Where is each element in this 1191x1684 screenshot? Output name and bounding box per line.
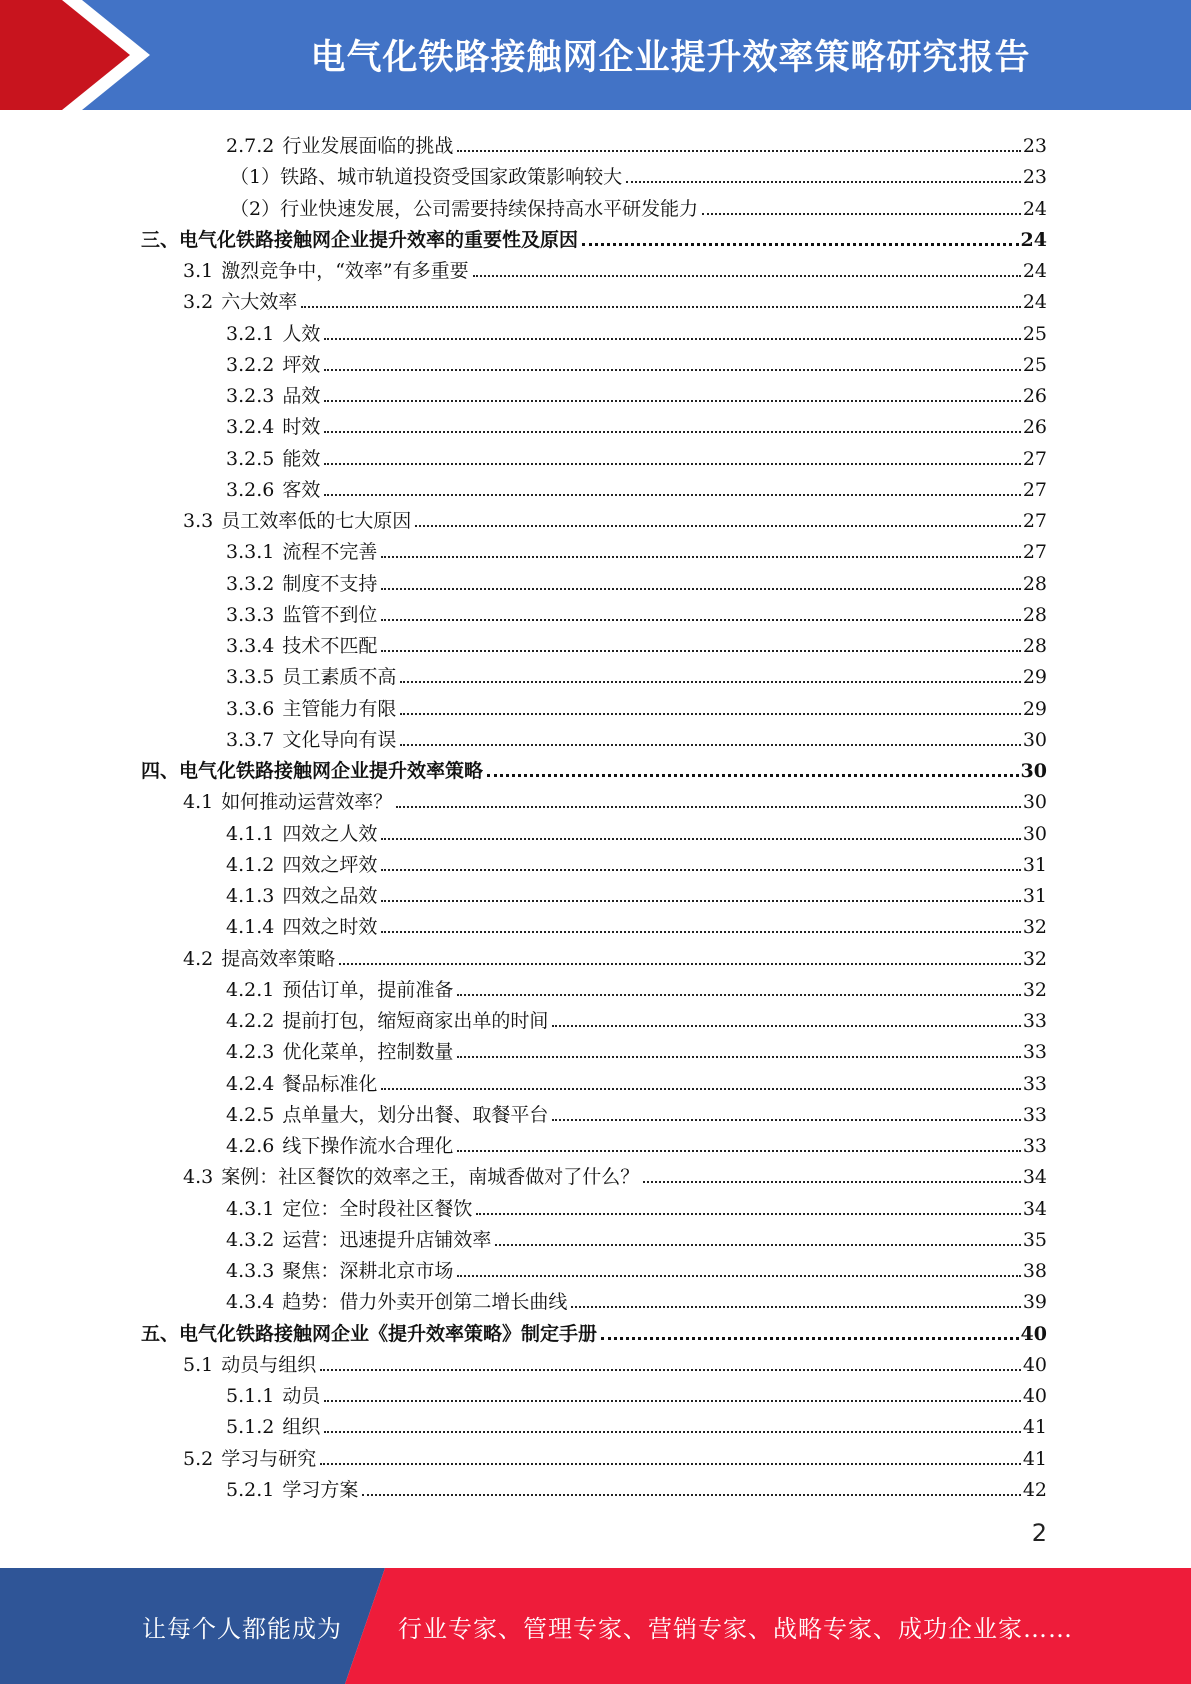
toc-entry[interactable] <box>226 1095 1047 1126</box>
toc-entry-page: 32 <box>1022 947 1047 970</box>
toc-entry-number: 3.3.7 <box>226 728 275 751</box>
toc-entry-label: 趋势：借力外卖开创第二增长曲线 <box>282 1291 568 1314</box>
toc-entry-number: 4.2.3 <box>226 1041 275 1064</box>
toc-entry-label: 学习与研究 <box>221 1447 317 1470</box>
toc-entry-number: 5.2.1 <box>226 1478 275 1501</box>
toc-entry-page: 40 <box>1020 1322 1047 1345</box>
toc-dot-leader <box>473 275 1021 277</box>
toc-entry-number: 3.2.6 <box>226 478 275 501</box>
footer-slogan-left: 让每个人都能成为 <box>142 1614 342 1643</box>
toc-entry-label: 聚焦：深耕北京市场 <box>282 1260 454 1282</box>
toc-entry-number: 3.2.3 <box>226 385 275 407</box>
toc-entry-page: 30 <box>1022 728 1047 751</box>
toc-dot-leader <box>381 556 1020 558</box>
page-header <box>0 0 1191 110</box>
toc-entry[interactable] <box>141 1314 1047 1345</box>
toc-entry-number: 4.2.4 <box>226 1072 275 1095</box>
toc-entry[interactable] <box>226 376 1047 407</box>
toc-entry[interactable] <box>226 1189 1047 1220</box>
toc-entry-page: 39 <box>1022 1291 1047 1314</box>
header-arrow-icon <box>0 0 160 110</box>
toc-entry[interactable] <box>226 532 1047 563</box>
toc-entry-label: 人效 <box>282 322 321 345</box>
toc-dot-leader <box>457 1056 1020 1058</box>
toc-entry-label: 案例：社区餐饮的效率之王，南城香做对了什么？ <box>221 1166 640 1189</box>
toc-dot-leader <box>324 338 1020 340</box>
toc-entry-label: 能效 <box>282 447 321 470</box>
toc-dot-leader <box>339 963 1021 965</box>
toc-dot-leader <box>601 1337 1019 1340</box>
toc-entry-page: 24 <box>1022 197 1047 220</box>
toc-dot-leader <box>643 1181 1021 1183</box>
toc-entry-page: 30 <box>1020 760 1047 782</box>
toc-entry-label: 时效 <box>282 416 321 439</box>
toc-dot-leader <box>324 494 1020 496</box>
toc-entry-number: 4.2.1 <box>226 978 275 1001</box>
toc-entry[interactable] <box>226 876 1047 907</box>
toc-entry[interactable] <box>226 1470 1047 1501</box>
toc-dot-leader <box>400 744 1020 746</box>
toc-entry-label: 定位：全时段社区餐饮 <box>282 1197 473 1220</box>
toc-entry-label: 客效 <box>282 478 321 501</box>
toc-entry-page: 38 <box>1022 1260 1047 1282</box>
toc-entry-number: 3.3.1 <box>226 541 275 564</box>
toc-entry-page: 26 <box>1022 416 1047 439</box>
toc-entry[interactable] <box>141 220 1047 251</box>
toc-dot-leader <box>324 1400 1020 1402</box>
toc-entry-page: 29 <box>1022 697 1047 720</box>
toc-entry-label: 学习方案 <box>282 1478 359 1501</box>
toc-entry-label: 动员与组织 <box>221 1353 317 1376</box>
toc-entry-label: 文化导向有误 <box>282 728 397 751</box>
toc-entry-label: 主管能力有限 <box>282 697 397 720</box>
toc-dot-leader <box>381 1088 1020 1090</box>
toc-entry[interactable] <box>226 1126 1047 1157</box>
toc-entry-page: 26 <box>1022 385 1047 407</box>
toc-entry[interactable] <box>226 814 1047 845</box>
toc-entry-label: 线下操作流水合理化 <box>282 1135 454 1157</box>
toc-dot-leader <box>702 213 1021 215</box>
toc-entry-page: 28 <box>1022 572 1047 595</box>
toc-entry-label: 四效之品效 <box>282 885 378 907</box>
toc-entry-label: 餐品标准化 <box>282 1072 378 1095</box>
toc-entry-page: 27 <box>1022 510 1047 532</box>
toc-entry-page: 33 <box>1022 1072 1047 1095</box>
toc-entry-label: 员工素质不高 <box>282 666 397 689</box>
toc-entry-page: 24 <box>1022 260 1047 282</box>
toc-dot-leader <box>495 1244 1020 1246</box>
toc-entry[interactable] <box>183 251 1047 282</box>
toc-entry-page: 23 <box>1022 135 1047 157</box>
toc-entry[interactable] <box>183 501 1047 532</box>
toc-dot-leader <box>381 650 1020 652</box>
toc-entry[interactable] <box>226 720 1047 751</box>
toc-entry[interactable] <box>226 470 1047 501</box>
toc-entry[interactable] <box>226 1282 1047 1313</box>
toc-entry-page: 25 <box>1022 353 1047 376</box>
toc-entry-number: 4.2 <box>183 947 214 970</box>
arrow-red-shape <box>0 0 130 110</box>
toc-entry-number: 4.2.6 <box>226 1135 275 1157</box>
toc-entry-number: 4.3.2 <box>226 1228 275 1251</box>
toc-entry-page: 30 <box>1022 822 1047 845</box>
toc-entry-page: 27 <box>1022 447 1047 470</box>
toc-entry-number: 4.1 <box>183 791 214 814</box>
toc-dot-leader <box>415 525 1021 527</box>
toc-entry-number: 3.2.2 <box>226 353 275 376</box>
toc-entry-label: 三、电气化铁路接触网企业提升效率的重要性及原因 <box>141 228 579 251</box>
toc-dot-leader <box>381 931 1020 933</box>
toc-dot-leader <box>582 243 1019 246</box>
toc-entry-number: 3.2.4 <box>226 416 275 439</box>
toc-dot-leader <box>381 838 1020 840</box>
toc-entry[interactable] <box>226 1376 1047 1407</box>
toc-entry-label: （2）行业快速发展，公司需要持续保持高水平研发能力 <box>230 197 699 220</box>
toc-dot-leader <box>457 1275 1020 1277</box>
toc-entry[interactable] <box>183 782 1047 813</box>
toc-entry[interactable] <box>226 1032 1047 1063</box>
toc-entry-number: 3.3.3 <box>226 603 275 626</box>
toc-entry[interactable] <box>226 126 1047 157</box>
toc-entry[interactable] <box>183 1439 1047 1470</box>
toc-entry[interactable] <box>141 751 1047 782</box>
toc-entry-label: 动员 <box>282 1385 321 1407</box>
toc-dot-leader <box>476 1213 1020 1215</box>
footer-slogan-right: 行业专家、管理专家、营销专家、战略专家、成功企业家…… <box>398 1614 1073 1643</box>
toc-entry-number: 3.3.2 <box>226 572 275 595</box>
toc-entry-number: 5.2 <box>183 1447 214 1470</box>
toc-entry-number: 3.2 <box>183 291 214 314</box>
toc-dot-leader <box>324 400 1020 402</box>
toc-entry[interactable] <box>226 1064 1047 1095</box>
toc-entry-page: 41 <box>1022 1447 1047 1470</box>
toc-entry-page: 35 <box>1022 1228 1047 1251</box>
toc-entry-number: 4.3 <box>183 1166 214 1189</box>
toc-entry-page: 27 <box>1022 478 1047 501</box>
toc-entry-page: 25 <box>1022 322 1047 345</box>
toc-entry-label: 五、电气化铁路接触网企业《提升效率策略》制定手册 <box>141 1322 598 1345</box>
toc-entry-number: 3.3.6 <box>226 697 275 720</box>
toc-dot-leader <box>396 806 1021 808</box>
toc-entry[interactable] <box>226 407 1047 438</box>
toc-entry-label: 行业发展面临的挑战 <box>282 135 454 157</box>
toc-entry-page: 41 <box>1022 1416 1047 1439</box>
toc-entry-page: 24 <box>1022 291 1047 314</box>
toc-dot-leader <box>400 713 1020 715</box>
toc-dot-leader <box>362 1494 1020 1496</box>
toc-entry-label: 预估订单，提前准备 <box>282 978 454 1001</box>
toc-entry-page: 33 <box>1022 1135 1047 1157</box>
toc-entry-number: 4.2.5 <box>226 1103 275 1126</box>
toc-entry[interactable] <box>226 1251 1047 1282</box>
toc-entry-label: 激烈竞争中，“效率”有多重要 <box>221 260 469 282</box>
page-number: 2 <box>1031 1519 1047 1547</box>
toc-dot-leader <box>320 1463 1021 1465</box>
toc-dot-leader <box>324 431 1020 433</box>
toc-entry-label: 组织 <box>282 1416 321 1439</box>
toc-entry-label: 四效之人效 <box>282 822 378 845</box>
toc-entry-page: 24 <box>1020 228 1047 251</box>
toc-entry-page: 40 <box>1022 1385 1047 1407</box>
toc-dot-leader <box>320 1369 1021 1371</box>
toc-entry-label: 技术不匹配 <box>282 635 378 657</box>
toc-dot-leader <box>457 994 1020 996</box>
toc-entry-label: 四效之时效 <box>282 916 378 939</box>
toc-entry[interactable] <box>226 345 1047 376</box>
toc-entry-number: 3.2.1 <box>226 322 275 345</box>
toc-entry-number: 5.1 <box>183 1353 214 1376</box>
toc-dot-leader <box>381 869 1020 871</box>
toc-entry-page: 34 <box>1022 1197 1047 1220</box>
toc-entry-number: 4.2.2 <box>226 1010 275 1032</box>
toc-entry-label: 提高效率策略 <box>221 947 336 970</box>
toc-dot-leader <box>400 681 1020 683</box>
toc-dot-leader <box>457 1150 1020 1152</box>
toc-dot-leader <box>324 1431 1020 1433</box>
toc-entry-number: 4.1.1 <box>226 822 275 845</box>
toc-entry-number: 4.1.2 <box>226 853 275 876</box>
toc-entry-number: 4.3.3 <box>226 1260 275 1282</box>
toc-dot-leader <box>626 181 1021 183</box>
toc-entry[interactable] <box>226 845 1047 876</box>
toc-entry-page: 40 <box>1022 1353 1047 1376</box>
toc-entry[interactable] <box>226 657 1047 688</box>
toc-entry[interactable] <box>226 1220 1047 1251</box>
toc-entry-label: 点单量大，划分出餐、取餐平台 <box>282 1103 549 1126</box>
toc-entry-page: 33 <box>1022 1010 1047 1032</box>
toc-entry-label: 运营：迅速提升店铺效率 <box>282 1228 492 1251</box>
toc-entry-label: 监管不到位 <box>282 603 378 626</box>
toc-entry-label: 品效 <box>282 385 321 407</box>
toc-entry-page: 42 <box>1022 1478 1047 1501</box>
toc-entry[interactable] <box>230 157 1047 188</box>
toc-dot-leader <box>552 1119 1020 1121</box>
toc-entry-number: 4.3.1 <box>226 1197 275 1220</box>
toc-dot-leader <box>381 900 1020 902</box>
toc-entry[interactable] <box>226 1407 1047 1438</box>
toc-dot-leader <box>487 774 1019 777</box>
toc-entry-page: 27 <box>1022 541 1047 564</box>
toc-entry[interactable] <box>226 970 1047 1001</box>
toc-entry-page: 28 <box>1022 635 1047 657</box>
toc-entry-number: 3.3 <box>183 510 214 532</box>
toc-dot-leader <box>324 463 1020 465</box>
page-footer <box>0 1568 1191 1684</box>
toc-entry-page: 32 <box>1022 916 1047 939</box>
toc-entry-page: 23 <box>1022 166 1047 189</box>
toc-entry[interactable] <box>226 314 1047 345</box>
toc-entry-page: 31 <box>1022 885 1047 907</box>
toc-entry-label: 四、电气化铁路接触网企业提升效率策略 <box>141 760 484 782</box>
toc-entry-page: 29 <box>1022 666 1047 689</box>
toc-entry[interactable] <box>226 626 1047 657</box>
toc-dot-leader <box>381 588 1020 590</box>
toc-dot-leader <box>552 1025 1020 1027</box>
toc-entry-number: 4.3.4 <box>226 1291 275 1314</box>
toc-entry-label: 制度不支持 <box>282 572 378 595</box>
toc-dot-leader <box>457 150 1020 152</box>
toc-entry-number: 4.1.4 <box>226 916 275 939</box>
toc-entry-number: 2.7.2 <box>226 135 275 157</box>
toc-entry[interactable] <box>183 1157 1047 1188</box>
toc-entry[interactable] <box>183 1345 1047 1376</box>
toc-entry[interactable] <box>183 282 1047 313</box>
toc-entry-label: 提前打包，缩短商家出单的时间 <box>282 1010 549 1032</box>
toc-entry-number: 3.3.4 <box>226 635 275 657</box>
toc-entry-label: 流程不完善 <box>282 541 378 564</box>
toc-entry[interactable] <box>226 689 1047 720</box>
toc-entry-number: 5.1.1 <box>226 1385 275 1407</box>
toc-dot-leader <box>301 306 1021 308</box>
toc-entry-number: 3.2.5 <box>226 447 275 470</box>
toc-entry-page: 30 <box>1022 791 1047 814</box>
toc-entry-label: 四效之坪效 <box>282 853 378 876</box>
toc-dot-leader <box>381 619 1020 621</box>
toc-entry-label: （1）铁路、城市轨道投资受国家政策影响较大 <box>230 166 623 189</box>
toc-dot-leader <box>324 369 1020 371</box>
toc-dot-leader <box>571 1306 1020 1308</box>
toc-entry-page: 28 <box>1022 603 1047 626</box>
toc-entry[interactable] <box>230 189 1047 220</box>
toc-entry[interactable] <box>226 1001 1047 1032</box>
toc-entry-label: 优化菜单，控制数量 <box>282 1041 454 1064</box>
toc-entry-label: 员工效率低的七大原因 <box>221 510 412 532</box>
toc-entry-page: 33 <box>1022 1041 1047 1064</box>
toc-entry-page: 34 <box>1022 1166 1047 1189</box>
toc-entry-label: 坪效 <box>282 353 321 376</box>
toc-entry[interactable] <box>226 907 1047 938</box>
toc-entry[interactable] <box>226 439 1047 470</box>
toc-entry-page: 33 <box>1022 1103 1047 1126</box>
toc-entry[interactable] <box>226 595 1047 626</box>
toc-entry-label: 如何推动运营效率？ <box>221 791 393 814</box>
toc-entry[interactable] <box>226 564 1047 595</box>
toc-entry-label: 六大效率 <box>221 291 298 314</box>
toc-entry-number: 3.1 <box>183 260 214 282</box>
toc-entry-number: 5.1.2 <box>226 1416 275 1439</box>
toc-entry[interactable] <box>183 939 1047 970</box>
toc-entry-number: 3.3.5 <box>226 666 275 689</box>
toc-entry-page: 31 <box>1022 853 1047 876</box>
toc-entry-number: 4.1.3 <box>226 885 275 907</box>
toc-entry-page: 32 <box>1022 978 1047 1001</box>
document-title: 电气化铁路接触网企业提升效率策略研究报告 <box>310 38 1031 78</box>
